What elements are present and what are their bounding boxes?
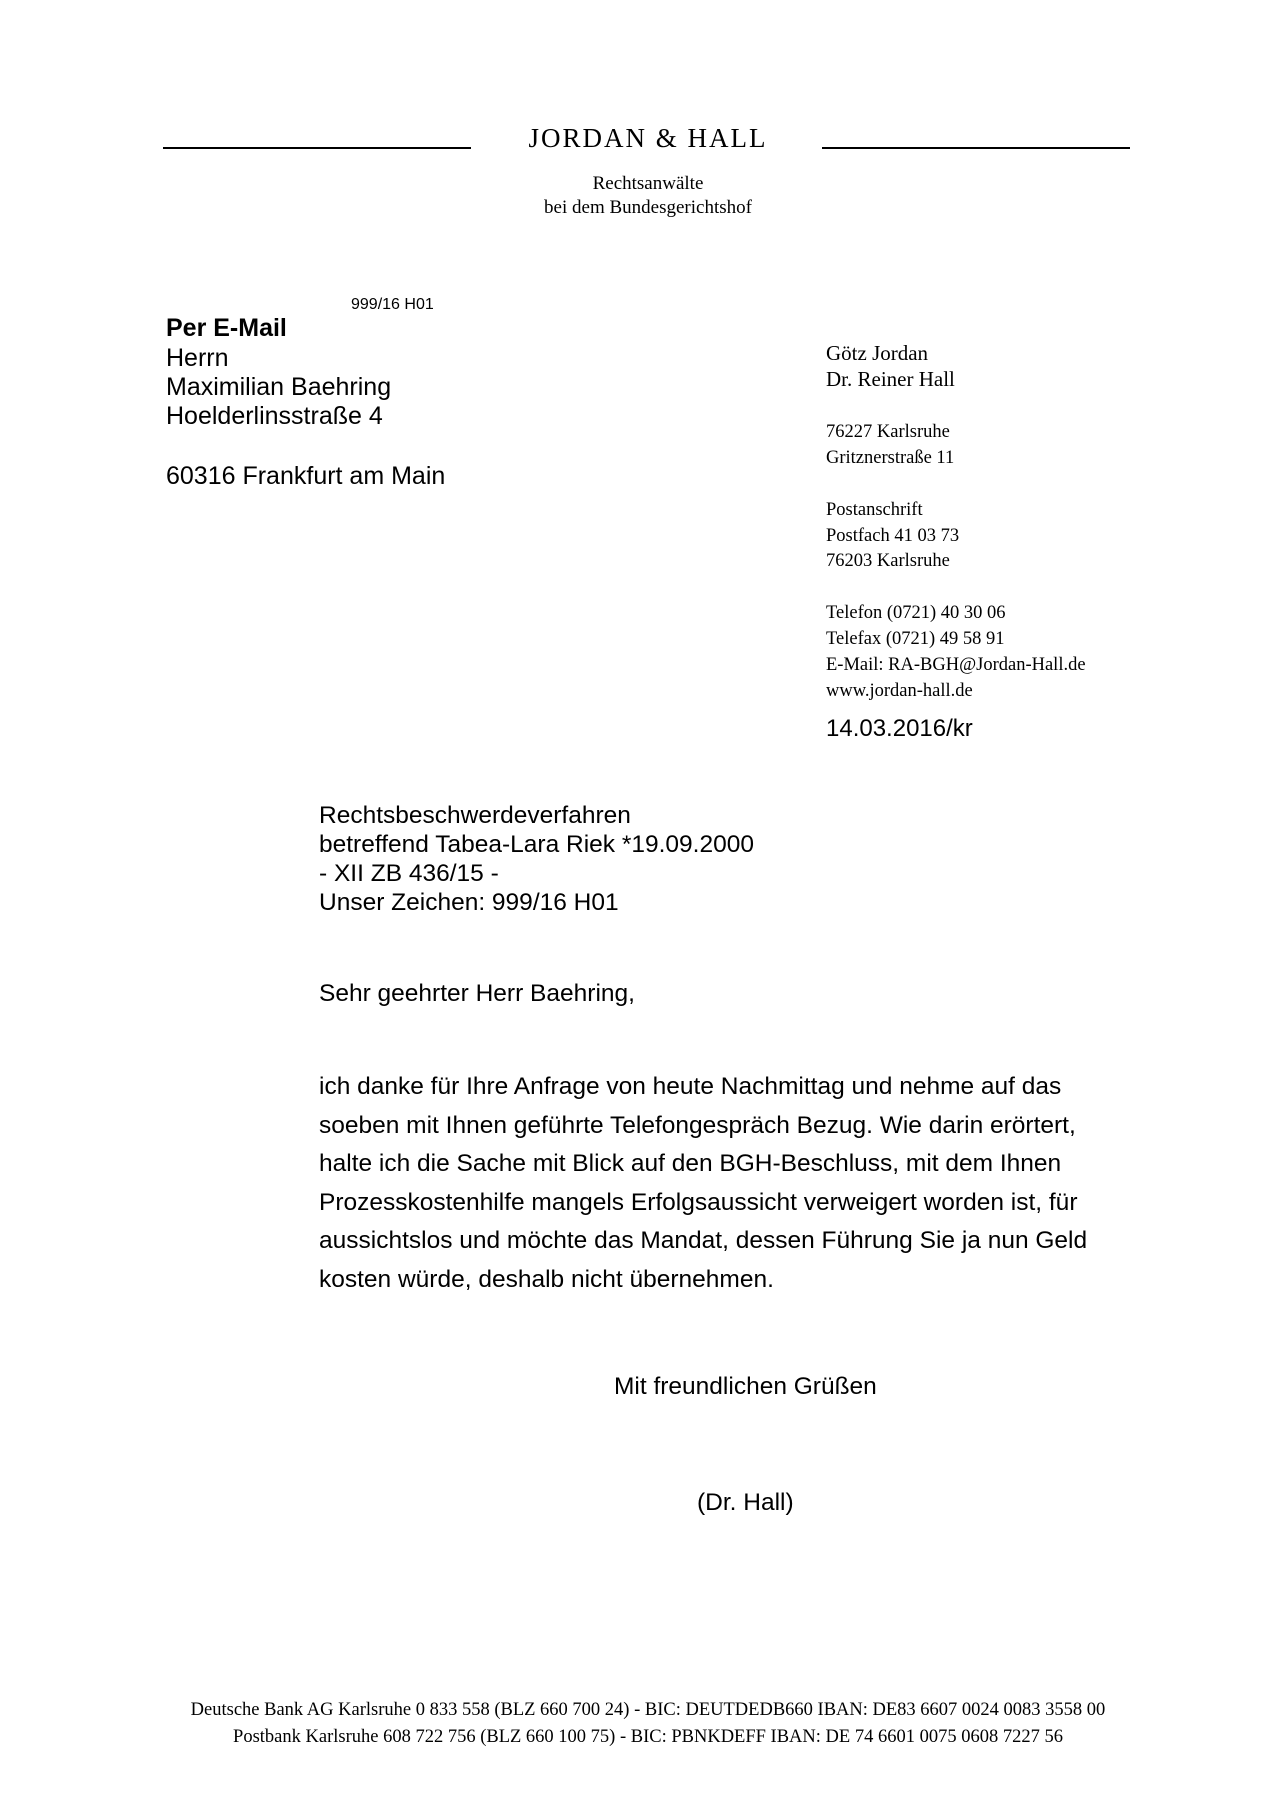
body-line: aussichtslos und möchte das Mandat, dessen Führung Sie ja nun Geld (319, 1227, 1088, 1254)
recipient-name: Maximilian Baehring (166, 373, 392, 401)
recipient-salutation-word: Herrn (166, 344, 229, 372)
sender-fax: Telefax (0721) 49 58 91 (826, 629, 1005, 649)
delivery-method: Per E-Mail (166, 314, 287, 342)
body-line: kosten würde, deshalb nicht übernehmen. (319, 1265, 774, 1293)
signature: (Dr. Hall) (697, 1489, 794, 1516)
firm-name: JORDAN & HALL (528, 123, 768, 153)
sender-lawyer-2: Dr. Reiner Hall (826, 367, 955, 391)
letter-body (319, 1068, 1179, 1299)
recipient-street: Hoelderlinsstraße 4 (166, 402, 383, 430)
sender-postcode-city: 76227 Karlsruhe (826, 422, 950, 442)
reference-number: 999/16 H01 (351, 296, 434, 313)
body-line: Prozesskostenhilfe mangels Erfolgsaussicht verweigert worden ist, für (319, 1188, 1078, 1216)
sender-phone: Telefon (0721) 40 30 06 (826, 603, 1006, 623)
sender-street: Gritznerstraße 11 (826, 448, 955, 468)
recipient-city: 60316 Frankfurt am Main (166, 462, 446, 490)
subject-line-4: Unser Zeichen: 999/16 H01 (319, 889, 619, 916)
body-line: ich danke für Ihre Anfrage von heute Nachmittag und nehme auf das (319, 1073, 1062, 1100)
subject-line-1: Rechtsbeschwerdeverfahren (319, 802, 631, 829)
body-line: halte ich die Sache mit Blick auf den BGH-Beschluss, mit dem Ihnen (319, 1150, 1062, 1177)
letter-date: 14.03.2016/kr (826, 715, 973, 742)
footer-bank-line-2: Postbank Karlsruhe 608 722 756 (BLZ 660 100 75) - BIC: PBNKDEFF IBAN: DE 74 6601 0075 0608 7227 56 (233, 1727, 1063, 1747)
sender-postal-label: Postanschrift (826, 500, 923, 520)
sender-postbox: Postfach 41 03 73 (826, 526, 960, 546)
firm-subtitle-line2: bei dem Bundesgerichtshof (544, 197, 752, 218)
sender-lawyer-1: Götz Jordan (826, 341, 929, 365)
body-line: soeben mit Ihnen geführte Telefongespräch Bezug. Wie darin erörtert, (319, 1111, 1076, 1139)
sender-postbox-city: 76203 Karlsruhe (826, 551, 950, 571)
sender-website: www.jordan-hall.de (826, 681, 973, 701)
closing: Mit freundlichen Grüßen (614, 1373, 877, 1400)
sender-email: E-Mail: RA-BGH@Jordan-Hall.de (826, 655, 1086, 675)
salutation: Sehr geehrter Herr Baehring, (319, 980, 635, 1007)
subject-line-2: betreffend Tabea-Lara Riek *19.09.2000 (319, 831, 754, 858)
firm-subtitle-line1: Rechtsanwälte (592, 173, 704, 194)
subject-line-3: - XII ZB 436/15 - (319, 860, 499, 887)
footer-bank-line-1: Deutsche Bank AG Karlsruhe 0 833 558 (BLZ 660 700 24) - BIC: DEUTDEDB660 IBAN: DE83 6607 0024 0083 3558 00 (190, 1700, 1106, 1720)
